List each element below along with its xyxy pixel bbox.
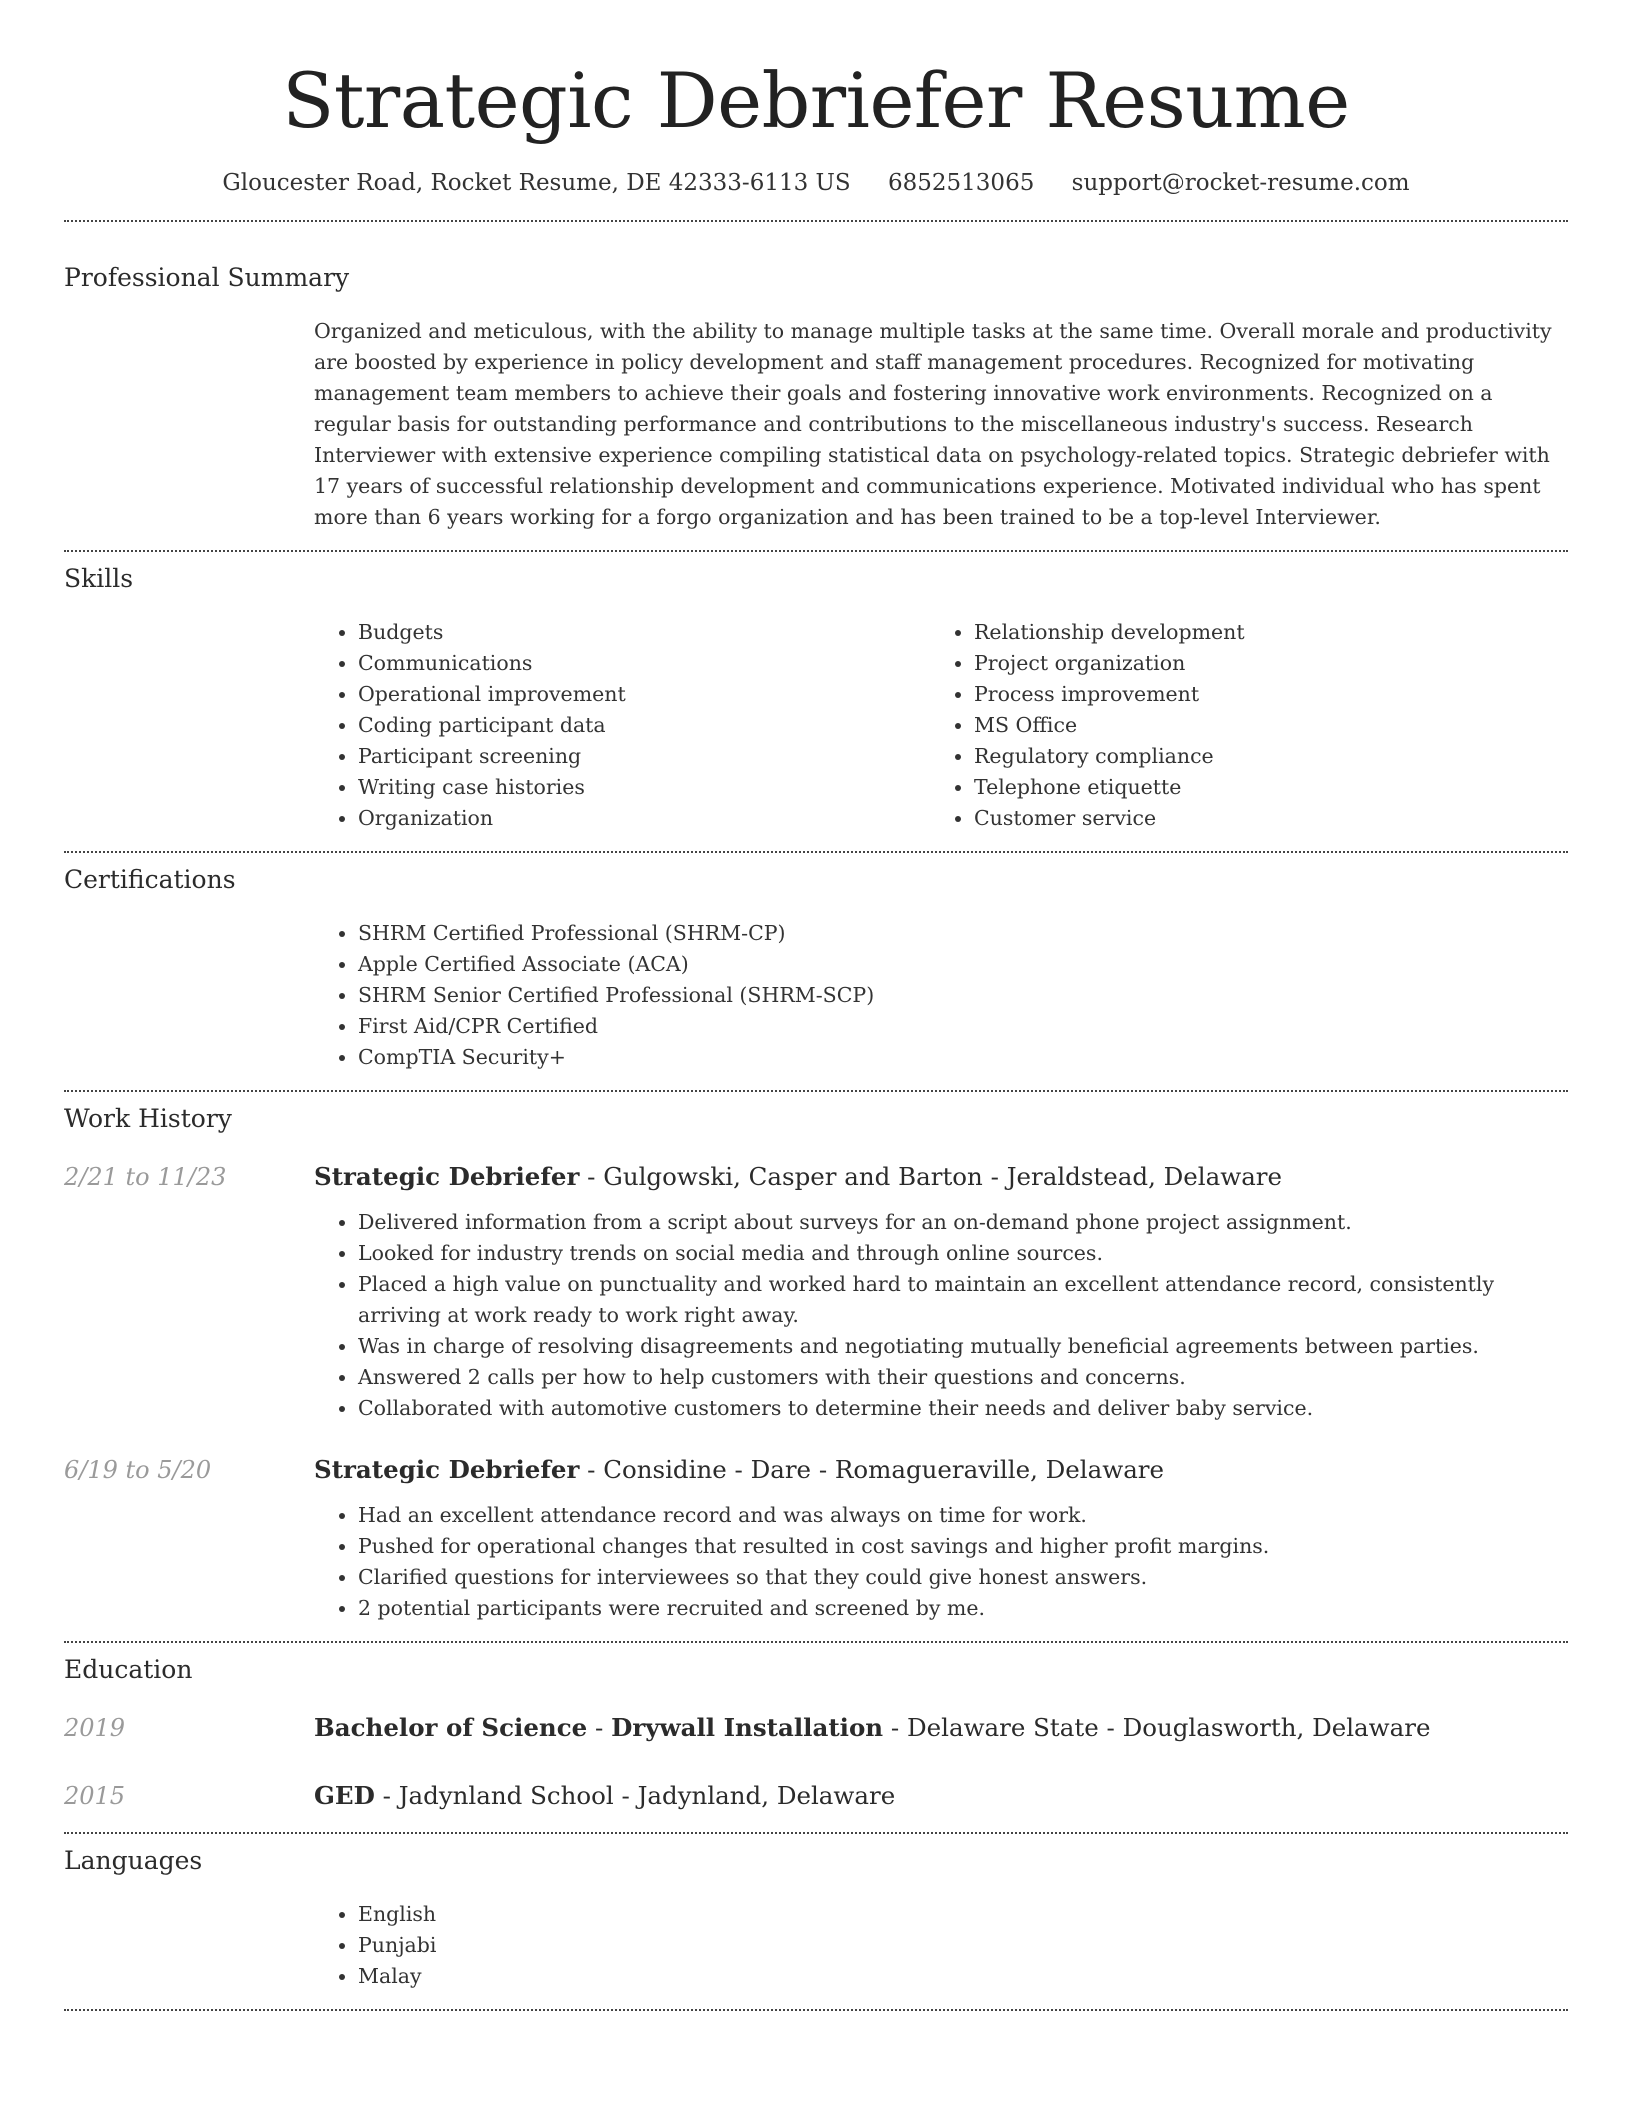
skills-body — [314, 617, 1568, 834]
job-heading — [314, 1454, 1568, 1486]
job-date: 2/21 to 11/23 — [64, 1163, 227, 1191]
education-entry — [64, 1712, 1568, 1744]
contact-email: support@rocket-resume.com — [1071, 170, 1410, 196]
contact-phone: 6852513065 — [888, 170, 1035, 196]
list-item: • Pushed for operational changes that resulted in cost savings and higher profit margins. — [358, 1531, 1568, 1562]
summary-text: Organized and meticulous, with the ability to manage multiple tasks at the same time. Overall morale and productivity are boosted by experience in policy development and staff management procedures. Recognized for motivating management team members to achieve their goals and fostering innovative work environments. Recognized on a regular basis for outstanding performance and contributions to the miscellaneous industry's success. Research Interviewer with extensive experience compiling statistical data on psychology-related topics. Strategic debriefer with 17 years of successful relationship development and communications experience. Motivated individual who has spent more than 6 years working for a forgo organization and has been trained to be a top-level Interviewer. — [314, 319, 1552, 529]
list-item: • Telephone etiquette — [974, 772, 1546, 803]
job-main — [314, 1161, 1568, 1424]
section-divider — [64, 2009, 1568, 2011]
education-main — [314, 1712, 1568, 1744]
education-year: 2019 — [64, 1714, 126, 1742]
list-item: • Budgets — [358, 617, 930, 648]
list-item: • Was in charge of resolving disagreements and negotiating mutually beneficial agreements between parties. — [358, 1331, 1568, 1362]
list-item: • MS Office — [974, 710, 1546, 741]
section-divider — [64, 1832, 1568, 1834]
job-company: Gulgowski, Casper and Barton — [603, 1162, 983, 1191]
separator: - — [579, 1162, 604, 1191]
summary-heading: Professional Summary — [64, 263, 350, 292]
separator: - — [883, 1713, 907, 1742]
education-degree: Bachelor of Science — [314, 1713, 588, 1742]
languages-section — [64, 1845, 1568, 1992]
list-item: • Looked for industry trends on social media and through online sources. — [358, 1238, 1568, 1269]
list-item: • Apple Certified Associate (ACA) — [358, 949, 1568, 980]
list-item: • First Aid/CPR Certified — [358, 1011, 1568, 1042]
list-item: • Placed a high value on punctuality and worked hard to maintain an excellent attendance record, consistently arriving at work ready to work right away. — [358, 1269, 1568, 1331]
work-history-heading: Work History — [64, 1104, 232, 1133]
separator: - — [374, 1781, 399, 1810]
certifications-body — [314, 918, 1568, 1073]
certifications-heading: Certifications — [64, 865, 236, 894]
section-divider — [64, 1641, 1568, 1643]
list-item: • Organization — [358, 803, 930, 834]
list-item: • English — [358, 1899, 1568, 1930]
list-item: • SHRM Senior Certified Professional (SHRM-SCP) — [358, 980, 1568, 1011]
list-item: • Punjabi — [358, 1930, 1568, 1961]
work-history-section — [64, 1103, 1568, 1624]
languages-heading: Languages — [64, 1846, 203, 1875]
list-item: • Relationship development — [974, 617, 1546, 648]
skills-grid — [314, 617, 1568, 834]
separator: - — [587, 1713, 612, 1742]
education-entry — [64, 1780, 1568, 1812]
list-item: • CompTIA Security+ — [358, 1042, 1568, 1073]
section-divider — [64, 220, 1568, 222]
list-item: • SHRM Certified Professional (SHRM-CP) — [358, 918, 1568, 949]
separator: - — [811, 1455, 835, 1484]
page-title: Strategic Debriefer Resume — [282, 56, 1350, 145]
list-item: • Writing case histories — [358, 772, 930, 803]
list-item: • Malay — [358, 1961, 1568, 1992]
list-item: • Coding participant data — [358, 710, 930, 741]
list-item: • Communications — [358, 648, 930, 679]
job-location: Romagueraville, Delaware — [834, 1455, 1165, 1484]
job-company: Considine - Dare — [603, 1455, 812, 1484]
job-title: Strategic Debriefer — [314, 1455, 580, 1484]
contact-info — [64, 168, 1568, 198]
skills-section — [64, 563, 1568, 834]
skills-heading: Skills — [64, 564, 134, 593]
list-item: • Delivered information from a script about surveys for an on-demand phone project assignment. — [358, 1207, 1568, 1238]
list-item: • Customer service — [974, 803, 1546, 834]
certifications-section — [64, 864, 1568, 1073]
languages-body — [314, 1899, 1568, 1992]
skills-list-left — [314, 617, 930, 834]
separator: - — [579, 1455, 604, 1484]
education-year: 2015 — [64, 1782, 126, 1810]
education-school: Delaware State - Douglasworth, Delaware — [906, 1713, 1431, 1742]
list-item: • Project organization — [974, 648, 1546, 679]
education-heading-line — [314, 1712, 1568, 1744]
job-main — [314, 1454, 1568, 1624]
education-field: Drywall Installation — [611, 1713, 884, 1742]
list-item: • Process improvement — [974, 679, 1546, 710]
education-heading-line — [314, 1780, 1568, 1812]
skills-list-right — [930, 617, 1546, 834]
list-item: • Collaborated with automotive customers to determine their needs and deliver baby service. — [358, 1393, 1568, 1424]
contact-address: Gloucester Road, Rocket Resume, DE 42333-6113 US — [222, 170, 851, 196]
list-item: • Regulatory compliance — [974, 741, 1546, 772]
education-main — [314, 1780, 1568, 1812]
section-divider — [64, 1090, 1568, 1092]
separator: - — [982, 1162, 1007, 1191]
job-bullets — [314, 1500, 1568, 1624]
education-heading: Education — [64, 1655, 193, 1684]
list-item: • Answered 2 calls per how to help customers with their questions and concerns. — [358, 1362, 1568, 1393]
job-entry — [64, 1161, 1568, 1424]
job-location: Jeraldstead, Delaware — [1006, 1162, 1283, 1191]
languages-list — [314, 1899, 1568, 1992]
certifications-list — [314, 918, 1568, 1073]
job-title: Strategic Debriefer — [314, 1162, 580, 1191]
education-school: Jadynland School - Jadynland, Delaware — [398, 1781, 896, 1810]
job-heading — [314, 1161, 1568, 1193]
list-item: • 2 potential participants were recruited and screened by me. — [358, 1593, 1568, 1624]
education-section — [64, 1654, 1568, 1812]
list-item: • Had an excellent attendance record and was always on time for work. — [358, 1500, 1568, 1531]
list-item: • Operational improvement — [358, 679, 930, 710]
job-bullets — [314, 1207, 1568, 1424]
summary-body — [314, 316, 1568, 533]
list-item: • Participant screening — [358, 741, 930, 772]
section-divider — [64, 550, 1568, 552]
job-entry — [64, 1454, 1568, 1624]
education-degree: GED — [314, 1781, 375, 1810]
section-divider — [64, 851, 1568, 853]
summary-section — [64, 262, 1568, 533]
list-item: • Clarified questions for interviewees so that they could give honest answers. — [358, 1562, 1568, 1593]
job-date: 6/19 to 5/20 — [64, 1456, 212, 1484]
